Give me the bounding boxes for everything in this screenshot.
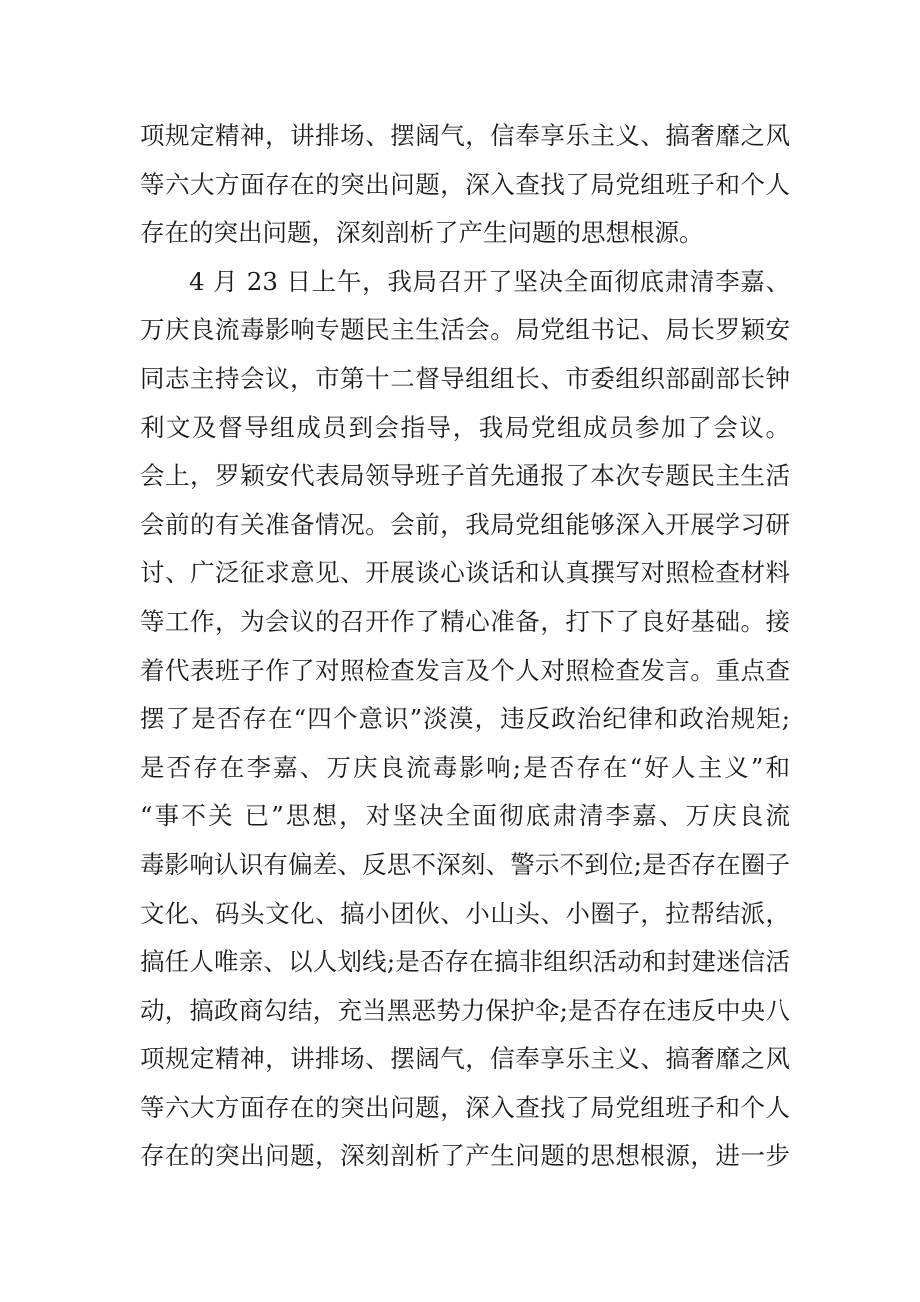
text-line: 存在的突出问题，深刻剖析了产生问题的思想根源。 [140,218,704,248]
text-line: “事不关 已”思想，对坚决全面彻底肃清李嘉、万庆良流 [140,801,790,831]
text-line: 摆了是否存在“四个意识”淡漠，违反政治纪律和政治规矩; [140,704,790,734]
text-line: 会前的有关准备情况。会前，我局党组能够深入开展学习研 [140,509,790,539]
text-line: 动，搞政商勾结，充当黑恶势力保护伞;是否存在违反中央八 [140,995,790,1025]
text-line: 等六大方面存在的突出问题，深入查找了局党组班子和个人 [140,169,790,199]
text-line: 同志主持会议，市第十二督导组组长、市委组织部副部长钟 [140,363,790,393]
text-line: 等六大方面存在的突出问题，深入查找了局党组班子和个人 [140,1092,790,1122]
text-line: 万庆良流毒影响专题民主生活会。局党组书记、局长罗颖安 [140,315,790,345]
text-line: 搞任人唯亲、以人划线;是否存在搞非组织活动和封建迷信活 [140,947,790,977]
text-line: 是否存在李嘉、万庆良流毒影响;是否存在“好人主义”和 [140,752,790,782]
text-line: 存在的突出问题，深刻剖析了产生问题的思想根源，进一步 [140,1141,790,1171]
text-line: 会上，罗颖安代表局领导班子首先通报了本次专题民主生活 [140,461,790,491]
text-line: 着代表班子作了对照检查发言及个人对照检查发言。重点查 [140,655,790,685]
text-line: 项规定精神，讲排场、摆阔气，信奉享乐主义、搞奢靡之风 [140,1044,790,1074]
text-line: 文化、码头文化、搞小团伙、小山头、小圈子，拉帮结派， [140,898,790,928]
text-line: 利文及督导组成员到会指导，我局党组成员参加了会议。 [140,412,790,442]
text-line: 等工作，为会议的召开作了精心准备，打下了良好基础。接 [140,606,790,636]
paragraph-first-line: 4 月 23 日上午，我局召开了坚决全面彻底肃清李嘉、 [189,266,790,296]
text-line: 毒影响认识有偏差、反思不深刻、警示不到位;是否存在圈子 [140,849,790,879]
document-body-text [140,112,790,1181]
text-line: 讨、广泛征求意见、开展谈心谈话和认真撰写对照检查材料 [140,558,790,588]
text-line: 项规定精神，讲排场、摆阔气，信奉享乐主义、搞奢靡之风 [140,121,790,150]
